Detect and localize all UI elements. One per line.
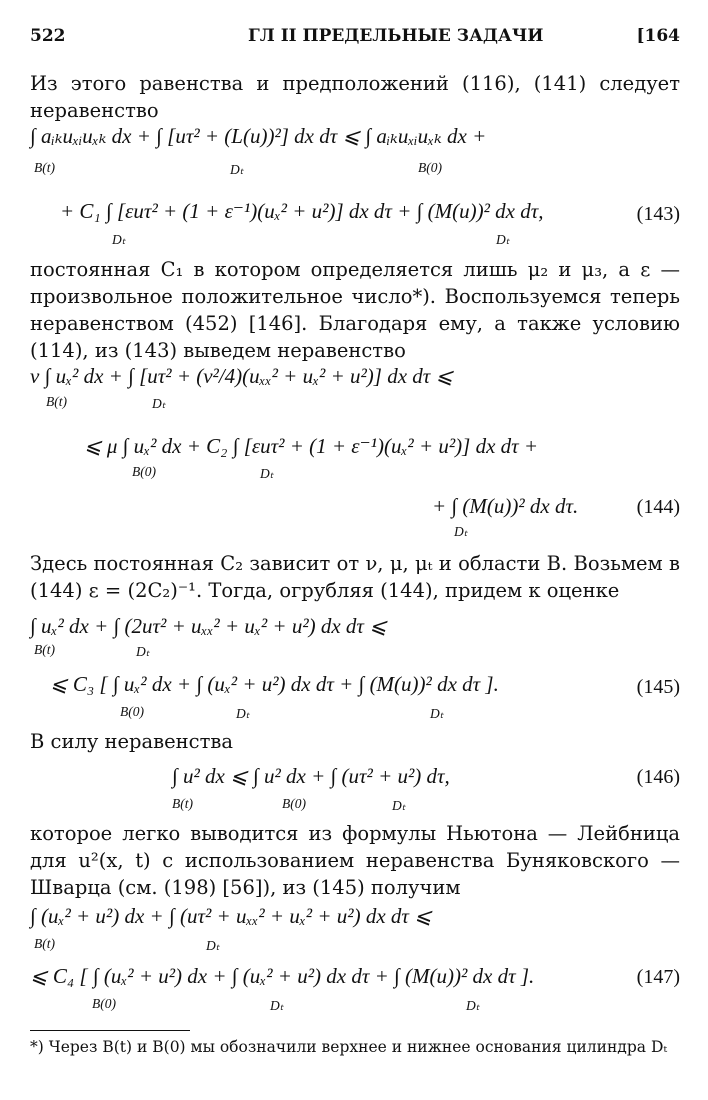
equation-line: ν ∫ uₓ² dx + ∫ [uτ² + (ν²/4)(uₓₓ² + uₓ² + u²)] dx dτ ⩽ [30,364,454,388]
equation-line: + C₁ ∫ [εuτ² + (1 + ε⁻¹)(uₓ² + u²)] dx dτ + ∫ (M(u))² dx dτ, [60,199,544,223]
equation-limit: B(t) [46,394,67,409]
equation-limit: Dₜ [496,232,510,247]
equation-limit: Dₜ [430,706,444,721]
equation-limit: B(t) [34,936,55,951]
equation-line: ∫ uₓ² dx + ∫ (2uτ² + uₓₓ² + uₓ² + u²) dx dτ ⩽ [30,614,387,638]
equation-limit: Dₜ [392,798,406,813]
equation-limit: B(0) [92,996,116,1011]
footnote-divider [30,1030,190,1031]
equation-limit: Dₜ [466,998,480,1013]
equation-number: (144) [636,496,680,518]
page-number: 522 [30,26,66,46]
equation-limit: B(0) [418,160,442,175]
equation-limit: B(0) [132,464,156,479]
equation-limit: B(0) [282,796,306,811]
equation-number: (143) [636,203,680,225]
equation-line: ∫ aᵢₖuₓᵢuₓₖ dx + ∫ [uτ² + (L(u))²] dx dτ ⩽ ∫ aᵢₖuₓᵢuₓₖ dx + [30,124,487,148]
footnote: *) Через B(t) и B(0) мы обозначили верхнее и нижнее основания цилиндра Dₜ [30,1038,668,1056]
equation-number: (147) [636,966,680,988]
equation-line: ⩽ C₃ [ ∫ uₓ² dx + ∫ (uₓ² + u²) dx dτ + ∫ (M(u))² dx dτ ]. [50,672,499,696]
equation-limit: B(t) [172,796,193,811]
paragraph-1: Из этого равенства и предположений (116), (141) следует неравенство [30,72,680,122]
paragraph-5: которое легко выводится из формулы Ньютона — Лейбница для u²(x, t) с использованием неравенства Буняковского — Шварца (см. (198) [56]), из (145) получим [30,822,680,899]
paragraph-4: В силу неравенства [30,730,233,753]
equation-line: + ∫ (M(u))² dx dτ. [432,494,579,518]
equation-limit: Dₜ [112,232,126,247]
equation-limit: Dₜ [136,644,150,659]
section-number: [164 [636,26,680,46]
paragraph-3: Здесь постоянная C₂ зависит от ν, μ, μₜ и области B. Возьмем в (144) ε = (2C₂)⁻¹. Тогда, огрубляя (144), придем к оценке [30,552,680,602]
equation-limit: Dₜ [206,938,220,953]
page-header [30,26,680,50]
equation-limit: Dₜ [236,706,250,721]
equation-limit: Dₜ [152,396,166,411]
equation-limit: B(t) [34,160,55,175]
equation-line: ∫ (uₓ² + u²) dx + ∫ (uτ² + uₓₓ² + uₓ² + u²) dx dτ ⩽ [30,904,432,928]
equation-line: ⩽ μ ∫ uₓ² dx + C₂ ∫ [εuτ² + (1 + ε⁻¹)(uₓ² + u²)] dx dτ + [84,434,539,458]
equation-limit: B(0) [120,704,144,719]
running-title: ГЛ II ПРЕДЕЛЬНЫЕ ЗАДАЧИ [248,26,544,46]
equation-limit: Dₜ [270,998,284,1013]
equation-line: ∫ u² dx ⩽ ∫ u² dx + ∫ (uτ² + u²) dτ, [172,764,450,788]
equation-limit: Dₜ [230,162,244,177]
paragraph-2: постоянная C₁ в котором определяется лишь μ₂ и μ₃, а ε — произвольное положительное число*). Воспользуемся теперь неравенством (452) [146]. Благодаря ему, а также условию (114), из (143) выведем неравенство [30,258,680,362]
equation-limit: B(t) [34,642,55,657]
equation-limit: Dₜ [454,524,468,539]
equation-number: (146) [636,766,680,788]
equation-line: ⩽ C₄ [ ∫ (uₓ² + u²) dx + ∫ (uₓ² + u²) dx dτ + ∫ (M(u))² dx dτ ]. [30,964,535,988]
equation-number: (145) [636,676,680,698]
equation-limit: Dₜ [260,466,274,481]
